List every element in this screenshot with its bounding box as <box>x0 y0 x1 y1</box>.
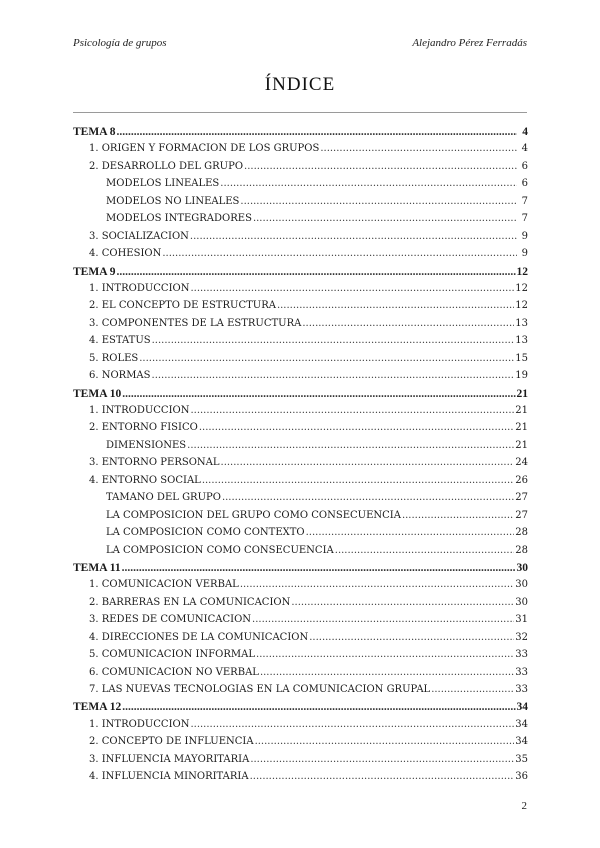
toc-section-entry[interactable] <box>73 475 528 492</box>
toc-entry-page: 4 <box>521 143 528 155</box>
toc-entry-page: 33 <box>515 684 528 695</box>
toc-section-entry[interactable] <box>73 353 528 370</box>
toc-entry-label: 2. BARRERAS EN LA COMUNICACIÓN <box>89 596 291 608</box>
toc-entry-page: 34 <box>515 736 528 748</box>
toc-entry-label: TEMA 10 <box>73 387 122 400</box>
toc-dot-leader <box>187 440 514 451</box>
toc-dot-leader <box>250 771 515 782</box>
toc-dot-leader <box>250 754 514 765</box>
toc-entry-label: 2. DESARROLLO DEL GRUPO <box>89 160 244 172</box>
table-of-contents <box>73 126 528 789</box>
toc-chapter-entry[interactable] <box>73 562 528 579</box>
toc-section-entry[interactable] <box>73 667 528 684</box>
toc-dot-leader <box>199 422 514 433</box>
toc-entry-page: 30 <box>516 561 528 574</box>
toc-chapter-entry[interactable] <box>73 701 528 718</box>
toc-entry-label: MODELOS NO LINEALES <box>106 195 240 207</box>
toc-section-entry[interactable] <box>73 632 528 649</box>
toc-section-entry[interactable] <box>73 231 528 248</box>
toc-entry-page: 9 <box>521 248 528 260</box>
toc-dot-leader <box>335 545 515 556</box>
toc-dot-leader <box>255 736 515 747</box>
toc-entry-page: 12 <box>515 300 528 312</box>
toc-section-entry[interactable] <box>73 161 528 178</box>
toc-entry-label: DIMENSIONES <box>106 439 187 451</box>
running-header-left: Psicología de grupos <box>73 37 167 49</box>
toc-dot-leader <box>122 388 515 400</box>
toc-entry-page: 7 <box>521 213 528 225</box>
toc-entry-label: 1. INTRODUCCIÓN <box>89 282 190 294</box>
toc-entry-label: TAMAÑO DEL GRUPO <box>106 492 221 504</box>
toc-entry-page: 21 <box>516 387 528 400</box>
toc-section-entry[interactable] <box>73 754 528 771</box>
toc-entry-label: 3. COMPONENTES DE LA ESTRUCTURA <box>89 317 302 329</box>
toc-entry-label: TEMA 8 <box>73 126 116 138</box>
toc-section-entry[interactable] <box>73 614 528 631</box>
toc-section-entry[interactable] <box>73 649 528 666</box>
toc-dot-leader <box>244 161 517 172</box>
toc-entry-page: 15 <box>515 352 528 364</box>
toc-dot-leader <box>190 283 514 294</box>
toc-dot-leader <box>117 126 518 138</box>
toc-entry-label: 4. INFLUENCIA MINORITARIA <box>89 771 249 783</box>
toc-entry-label: TEMA 9 <box>73 265 116 278</box>
toc-entry-page: 33 <box>515 666 528 678</box>
toc-entry-label: 2. CONCEPTO DE INFLUENCIA <box>89 736 254 748</box>
toc-entry-label: 3. ENTORNO PERSONAL <box>89 457 220 469</box>
toc-entry-label: LA COMPOSICIÓN COMO CONSECUENCIA <box>106 544 334 556</box>
toc-chapter-entry[interactable] <box>73 388 528 405</box>
toc-entry-label: MODELOS LINEALES <box>106 178 220 190</box>
toc-entry-page: 31 <box>515 614 528 626</box>
toc-entry-label: LA COMPOSICIÓN COMO CONTEXTO <box>106 527 305 539</box>
toc-subsection-entry[interactable] <box>73 492 528 509</box>
toc-subsection-entry[interactable] <box>73 178 528 195</box>
toc-section-entry[interactable] <box>73 283 528 300</box>
toc-dot-leader <box>152 370 515 381</box>
toc-dot-leader <box>309 632 514 643</box>
toc-entry-label: 5. COMUNICACIÓN INFORMAL <box>89 649 256 661</box>
toc-entry-label: TEMA 12 <box>73 701 122 714</box>
toc-section-entry[interactable] <box>73 457 528 474</box>
toc-section-entry[interactable] <box>73 597 528 614</box>
toc-entry-label: 6. NORMAS <box>89 370 151 382</box>
toc-entry-label: 1. ORIGEN Y FORMACIÓN DE LOS GRUPOS <box>89 143 320 155</box>
toc-entry-page: 21 <box>515 422 528 434</box>
toc-entry-label: 2. ENTORNO FÍSICO <box>89 422 198 434</box>
toc-entry-label: TEMA 11 <box>73 561 121 574</box>
toc-entry-page: 7 <box>521 195 528 207</box>
running-header-right: Alejandro Pérez Ferradás <box>412 37 527 49</box>
toc-entry-label: 3. INFLUENCIA MAYORITARIA <box>89 753 250 765</box>
toc-dot-leader <box>190 405 514 416</box>
toc-dot-leader <box>122 701 515 713</box>
toc-section-entry[interactable] <box>73 405 528 422</box>
toc-section-entry[interactable] <box>73 579 528 596</box>
toc-subsection-entry[interactable] <box>73 527 528 544</box>
toc-entry-page: 26 <box>515 474 528 486</box>
toc-dot-leader <box>277 300 514 311</box>
toc-dot-leader <box>190 231 517 242</box>
toc-entry-page: 30 <box>515 579 528 591</box>
toc-section-entry[interactable] <box>73 719 528 736</box>
toc-entry-page: 6 <box>521 178 528 190</box>
toc-dot-leader <box>202 475 514 486</box>
toc-entry-label: MODELOS INTEGRADORES <box>106 213 252 225</box>
toc-dot-leader <box>291 597 514 608</box>
toc-subsection-entry[interactable] <box>73 510 528 527</box>
toc-dot-leader <box>252 614 514 625</box>
toc-dot-leader <box>256 649 514 660</box>
toc-entry-label: 4. ENTORNO SOCIAL <box>89 474 201 486</box>
toc-entry-label: 4. ESTATUS <box>89 335 151 347</box>
toc-entry-page: 33 <box>515 649 528 661</box>
toc-section-entry[interactable] <box>73 335 528 352</box>
toc-entry-label: 5. ROLES <box>89 352 139 364</box>
toc-dot-leader <box>260 667 514 678</box>
toc-dot-leader <box>162 248 517 259</box>
toc-entry-page: 27 <box>515 492 528 504</box>
toc-entry-page: 36 <box>515 771 528 783</box>
toc-entry-page: 12 <box>515 282 528 294</box>
toc-entry-label: 1. COMUNICACIÓN VERBAL <box>89 579 239 591</box>
toc-subsection-entry[interactable] <box>73 196 528 213</box>
toc-subsection-entry[interactable] <box>73 213 528 230</box>
page-title: ÍNDICE <box>264 74 336 95</box>
toc-section-entry[interactable] <box>73 422 528 439</box>
toc-subsection-entry[interactable] <box>73 440 528 457</box>
toc-entry-label: 6. COMUNICACIÓN NO VERBAL <box>89 666 259 678</box>
toc-entry-page: 12 <box>516 265 528 278</box>
toc-entry-page: 28 <box>515 527 528 539</box>
toc-entry-page: 19 <box>515 370 528 382</box>
toc-dot-leader <box>117 266 516 278</box>
toc-dot-leader <box>221 457 515 468</box>
toc-entry-label: 7. LAS NUEVAS TECNOLOGÍAS EN LA COMUNICACIÓN GRUPAL <box>89 684 431 695</box>
toc-dot-leader <box>240 579 514 590</box>
toc-entry-page: 9 <box>521 230 528 242</box>
toc-entry-page: 21 <box>515 405 528 416</box>
toc-dot-leader <box>320 143 517 154</box>
toc-dot-leader <box>402 510 514 521</box>
toc-section-entry[interactable] <box>73 370 528 387</box>
toc-dot-leader <box>431 684 514 695</box>
toc-entry-page: 34 <box>516 701 528 714</box>
toc-entry-page: 27 <box>515 509 528 521</box>
toc-dot-leader <box>222 492 514 503</box>
toc-entry-label: 3. REDES DE COMUNICACIÓN <box>89 614 252 626</box>
toc-dot-leader <box>122 562 516 574</box>
toc-dot-leader <box>152 335 515 346</box>
toc-entry-label: 1. INTRODUCCIÓN <box>89 405 190 416</box>
toc-entry-page: 35 <box>515 753 528 765</box>
toc-section-entry[interactable] <box>73 736 528 753</box>
toc-section-entry[interactable] <box>73 143 528 160</box>
toc-dot-leader <box>240 196 517 207</box>
toc-dot-leader <box>302 318 514 329</box>
toc-entry-label: 2. EL CONCEPTO DE ESTRUCTURA <box>89 300 276 312</box>
toc-entry-label: 4. COHESIÓN <box>89 248 162 260</box>
toc-chapter-entry[interactable] <box>73 126 528 143</box>
toc-section-entry[interactable] <box>73 684 528 701</box>
toc-entry-page: 6 <box>521 160 528 172</box>
toc-dot-leader <box>139 353 514 364</box>
toc-entry-page: 21 <box>515 439 528 451</box>
toc-section-entry[interactable] <box>73 771 528 788</box>
toc-entry-page: 24 <box>515 457 528 469</box>
toc-entry-label: 4. DIRECCIONES DE LA COMUNICACIÓN <box>89 631 309 643</box>
toc-entry-label: LA COMPOSICIÓN DEL GRUPO COMO CONSECUENCIA <box>106 509 401 521</box>
toc-subsection-entry[interactable] <box>73 545 528 562</box>
toc-entry-page: 4 <box>522 126 528 138</box>
toc-entry-label: 1. INTRODUCCIÓN <box>89 718 190 730</box>
toc-section-entry[interactable] <box>73 318 528 335</box>
toc-entry-page: 34 <box>515 718 528 730</box>
title-rule <box>73 112 527 113</box>
toc-dot-leader <box>220 178 517 189</box>
toc-dot-leader <box>306 527 515 538</box>
toc-entry-page: 30 <box>515 596 528 608</box>
toc-section-entry[interactable] <box>73 300 528 317</box>
toc-chapter-entry[interactable] <box>73 266 528 283</box>
toc-dot-leader <box>253 213 517 224</box>
toc-entry-label: 3. SOCIALIZACIÓN <box>89 230 189 242</box>
toc-entry-page: 28 <box>515 544 528 556</box>
toc-entry-page: 13 <box>515 335 528 347</box>
toc-section-entry[interactable] <box>73 248 528 265</box>
toc-dot-leader <box>190 719 514 730</box>
toc-entry-page: 13 <box>515 317 528 329</box>
page-number: 2 <box>521 800 527 812</box>
toc-entry-page: 32 <box>515 631 528 643</box>
